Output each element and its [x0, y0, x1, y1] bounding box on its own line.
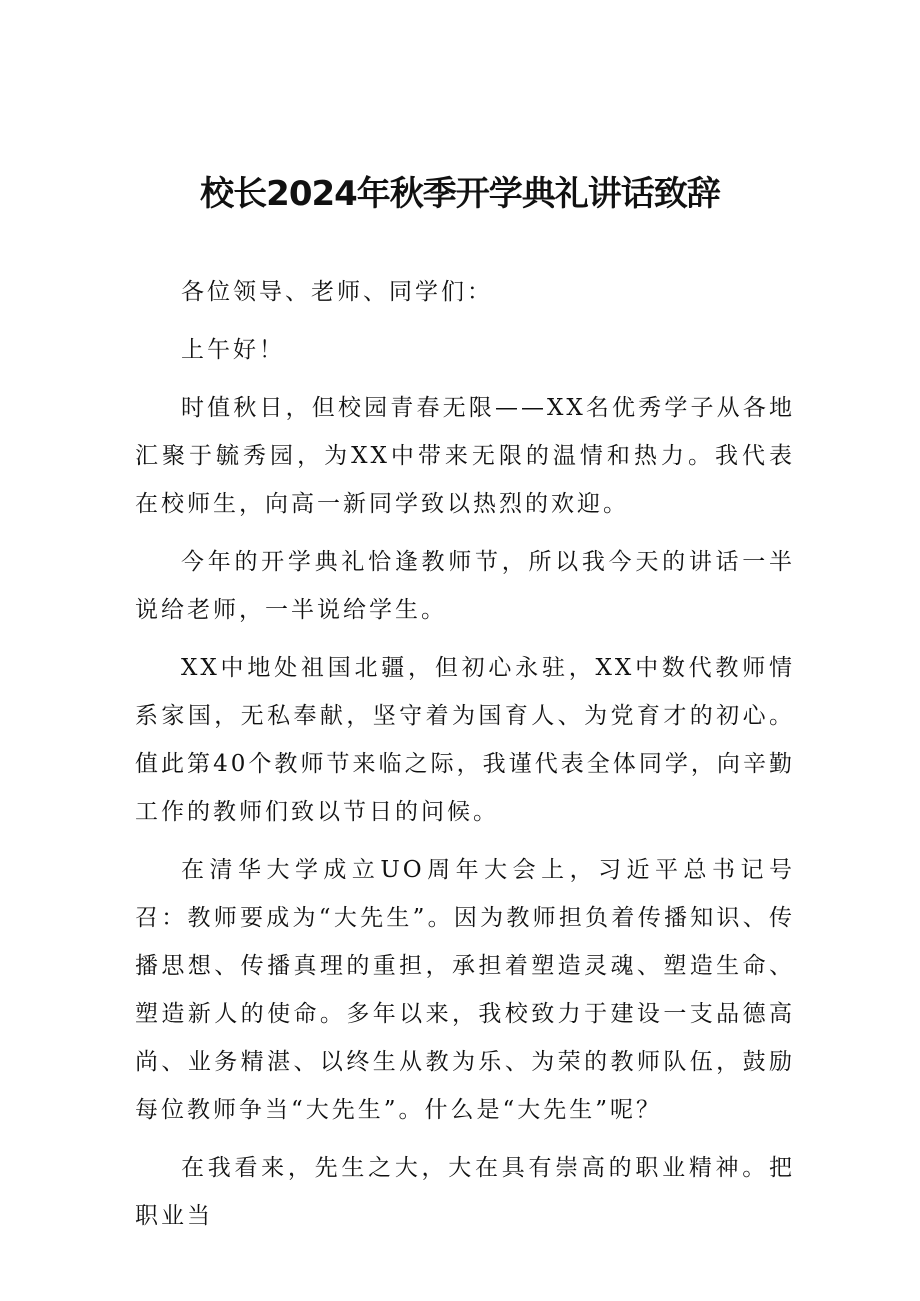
body-paragraph: 时值秋日，但校园青春无限——XX名优秀学子从各地汇聚于毓秀园，为XX中带来无限的温情和热力。我代表在校师生，向高一新同学致以热烈的欢迎。 [135, 395, 795, 517]
greeting: 上午好！ [181, 337, 285, 363]
salutation: 各位领导、老师、同学们： [181, 279, 493, 305]
body-paragraph: 在我看来，先生之大，大在具有崇高的职业精神。把职业当 [135, 1155, 795, 1229]
document-title: 校长2024年秋季开学典礼讲话致辞 [200, 174, 720, 214]
body-paragraph: 在清华大学成立UO周年大会上，习近平总书记号召：教师要成为“大先生”。因为教师担负着传播知识、传播思想、传播真理的重担，承担着塑造灵魂、塑造生命、塑造新人的使命。多年以来，我校致力于建设一支品德高尚、业务精湛、以终生从教为乐、为荣的教师队伍，鼓励每位教师争当“大先生”。什么是“大先生”呢？ [135, 857, 795, 1123]
document-body [135, 268, 795, 1250]
body-paragraph: 今年的开学典礼恰逢教师节，所以我今天的讲话一半说给老师，一半说给学生。 [135, 549, 795, 623]
body-paragraph: XX中地处祖国北疆，但初心永驻，XX中数代教师情系家国，无私奉献，坚守着为国育人、为党育才的初心。值此第40个教师节来临之际，我谨代表全体同学，向辛勤工作的教师们致以节日的问候。 [135, 655, 795, 825]
